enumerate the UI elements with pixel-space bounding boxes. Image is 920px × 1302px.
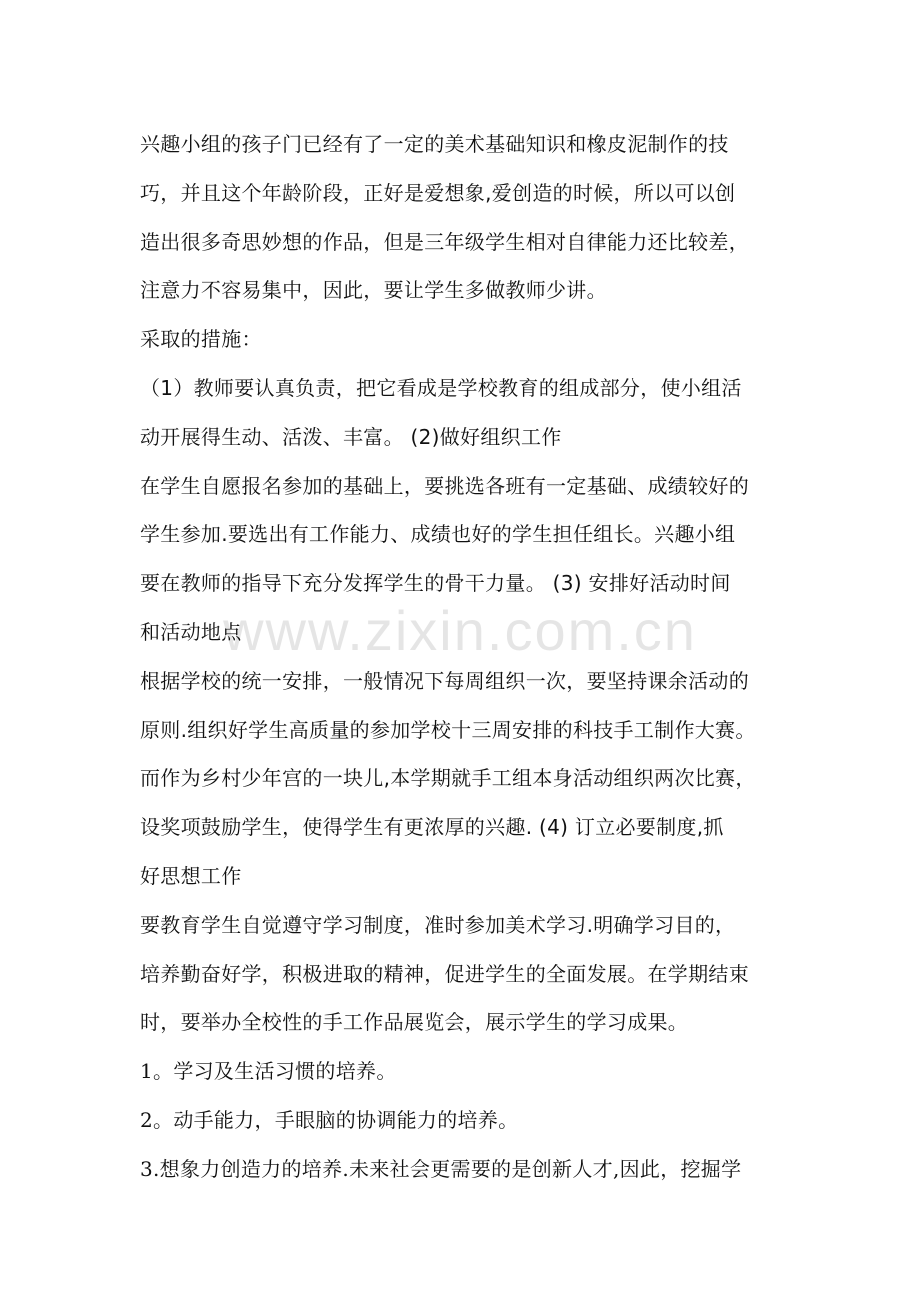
text-line: 设奖项鼓励学生，使得学生有更浓厚的兴趣. (4) 订立必要制度,抓 [140,815,724,840]
text-line: 学生参加.要选出有工作能力、成绩也好的学生担任组长。兴趣小组 [140,522,736,547]
text-line: 要在教师的指导下充分发挥学生的骨干力量。 (3) 安排好活动时间 [140,571,731,596]
list-item: 3.想象力创造力的培养.未来社会更需要的是创新人才,因此，挖掘学 [140,1156,742,1181]
text-line: 在学生自愿报名参加的基础上，要挑选各班有一定基础、成绩较好的 [140,473,749,498]
text-line: 和活动地点 [140,619,242,644]
text-line: 造出很多奇思妙想的作品，但是三年级学生相对自律能力还比较差， [140,229,749,254]
list-item: 1。学习及生活习惯的培养。 [140,1059,397,1084]
text-line: 时，要举办全校性的手工作品展览会，展示学生的学习成果。 [140,1010,689,1035]
watermark: www.zixin.com.cn [223,599,697,662]
section-heading: 采取的措施： [140,327,262,352]
text-line: 培养勤奋好学，积极进取的精神，促进学生的全面发展。在学期结束 [140,961,749,986]
text-line: 原则.组织好学生高质量的参加学校十三周安排的科技手工制作大赛。 [140,717,756,742]
text-line: 巧，并且这个年龄阶段，正好是爱想象,爱创造的时候，所以可以创 [140,180,736,205]
text-line: 好思想工作 [140,863,242,888]
text-line: 注意力不容易集中，因此，要让学生多做教师少讲。 [140,278,607,303]
text-line: （1）教师要认真负责，把它看成是学校教育的组成部分，使小组活 [140,375,742,400]
text-line: 兴趣小组的孩子门已经有了一定的美术基础知识和橡皮泥制作的技 [140,132,729,156]
document-body [140,120,790,1194]
list-item: 2。动手能力，手眼脑的协调能力的培养。 [140,1107,519,1132]
text-line: 根据学校的统一安排，一般情况下每周组织一次，要坚持课余活动的 [140,668,749,693]
text-line: 而作为乡村少年宫的一块儿,本学期就手工组本身活动组织两次比赛， [140,766,756,791]
text-line: 动开展得生动、活泼、丰富。 (2)做好组织工作 [140,424,562,449]
text-line: 要教育学生自觉遵守学习制度，准时参加美术学习.明确学习目的， [140,912,736,937]
